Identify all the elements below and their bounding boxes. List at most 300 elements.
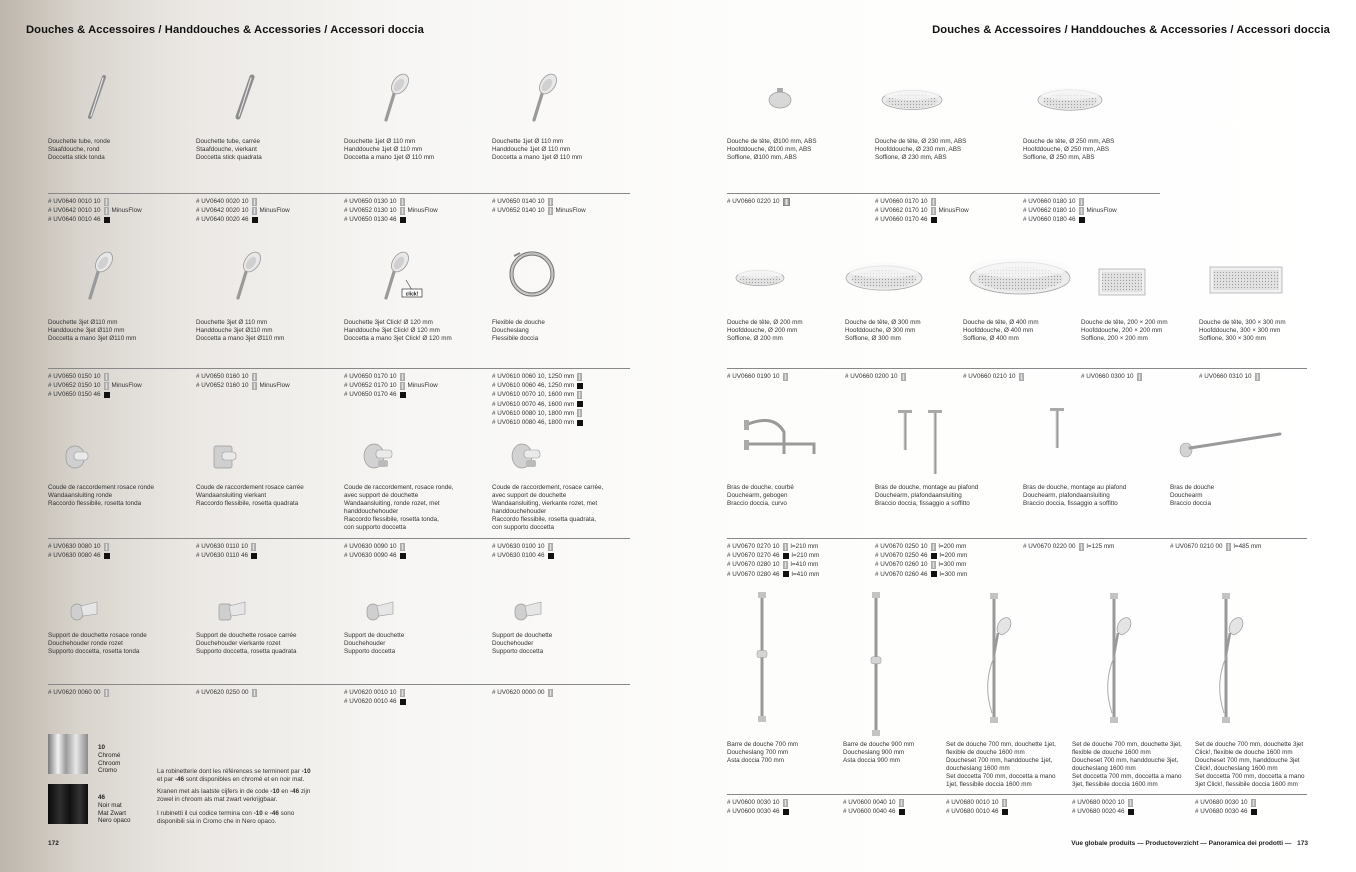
chrome-finish-icon <box>251 543 256 551</box>
article-number: # UV0650 0150 10 <box>48 373 101 380</box>
article-number: # UV0660 0180 10 <box>1023 198 1076 205</box>
article-code-row <box>48 206 142 215</box>
description-line: Douchette 3jet Click! Ø 120 mm <box>344 319 433 326</box>
description-line: Doccetta a mano 1jet Ø 110 mm <box>492 154 583 161</box>
description-line: Doccetta a mano 3jet Click! Ø 120 mm <box>344 335 452 342</box>
description-line: Douchehouder <box>344 640 386 647</box>
article-number: # UV0630 0090 46 <box>344 552 397 560</box>
chrome-finish-icon <box>1079 198 1084 206</box>
black-finish-icon <box>577 383 583 389</box>
chrome-finish-icon <box>1251 799 1256 807</box>
article-number: # UV0620 0000 00 <box>492 689 545 696</box>
code-note: l=300 mm <box>939 570 968 578</box>
description-line: Set de douche 700 mm, douchette 3jet, <box>1072 741 1182 748</box>
article-code-row <box>875 560 967 569</box>
description-line: Doccetta stick quadrata <box>196 154 262 161</box>
article-code-row <box>492 542 554 551</box>
head-shower-round-icon <box>884 278 1024 418</box>
black-finish-icon <box>400 217 406 223</box>
right-page-number: 173 <box>1297 840 1308 847</box>
description-line: Supporto doccetta <box>492 648 544 655</box>
chrome-finish-icon <box>104 382 109 390</box>
article-number: # UV0670 0260 10 <box>875 561 928 569</box>
black-finish-icon <box>400 699 406 705</box>
article-code-row <box>492 551 554 560</box>
article-code-row <box>1195 798 1257 807</box>
description-line: Set de douche 700 mm, douchette 3jet <box>1195 741 1304 748</box>
article-code-row <box>196 215 290 224</box>
description-line: Douchette 3jet Ø 110 mm <box>196 319 268 326</box>
chrome-finish-icon <box>400 198 405 206</box>
product-description <box>344 484 454 532</box>
description-line: Douchearm <box>1170 492 1203 499</box>
article-codes <box>727 197 790 206</box>
note-text: disponibili sia in Cromo che in Nero opaco. <box>157 818 277 825</box>
article-code-row <box>875 542 967 551</box>
shower-holder-icon <box>497 594 637 734</box>
product-description <box>1072 741 1182 789</box>
article-codes <box>48 197 142 225</box>
description-line: Raccordo flessibile, rosetta tonda, <box>344 516 439 523</box>
article-number: # UV0680 0020 10 <box>1072 799 1125 806</box>
code-note: l=200 mm <box>938 543 967 550</box>
chrome-finish-icon <box>1079 207 1084 215</box>
description-line: Asta doccia 700 mm <box>727 757 785 764</box>
article-code-row <box>1081 372 1142 381</box>
description-line: avec support de douchette <box>492 492 567 499</box>
black-finish-icon <box>1079 217 1085 223</box>
product-description <box>843 741 914 765</box>
article-codes <box>843 798 905 816</box>
article-number: # UV0620 0010 10 <box>344 689 397 696</box>
article-number: # UV0660 0190 10 <box>727 373 780 380</box>
description-line: Doucheslang 700 mm <box>727 749 789 756</box>
description-line: Handdouche 1jet Ø 110 mm <box>492 146 571 153</box>
click-badge-label: click! <box>405 291 419 298</box>
article-number: # UV0670 0280 10 <box>727 561 780 569</box>
product-description <box>492 319 545 343</box>
article-code-row <box>344 381 438 390</box>
chrome-finish-icon <box>783 543 788 551</box>
description-line: Asta doccia 900 mm <box>843 757 901 764</box>
description-line: Staafdouche, rond <box>48 146 100 153</box>
article-number: # UV0630 0080 10 <box>48 543 101 550</box>
article-code-row <box>48 215 142 224</box>
chrome-finish-icon <box>548 198 553 206</box>
product-description <box>875 138 966 162</box>
article-number: # UV0620 0010 46 <box>344 698 397 706</box>
article-codes <box>344 372 438 400</box>
description-line: Wandaansluiting ronde <box>48 492 113 499</box>
note-text: et par <box>157 776 175 783</box>
article-number: # UV0640 0020 10 <box>196 198 249 205</box>
code-note: l=210 mm <box>791 552 820 560</box>
description-line: Flexible de douche <box>492 319 545 326</box>
black-finish-icon <box>400 392 406 398</box>
black-legend <box>98 794 131 825</box>
description-line: Doccetta stick tonda <box>48 154 105 161</box>
article-code-row <box>727 542 819 551</box>
footer-text: Vue globale produits — Productoverzicht — Panoramica dei prodotti — <box>1071 840 1292 847</box>
description-line: Hoofddouche, Ø 200 mm <box>727 327 798 334</box>
description-line: Staafdouche, vierkant <box>196 146 257 153</box>
article-codes <box>727 542 819 579</box>
article-code-row <box>843 798 905 807</box>
article-codes <box>1072 798 1134 816</box>
article-number: # UV0630 0090 10 <box>344 543 397 550</box>
description-line: Douche de tête, Ø 300 mm <box>845 319 921 326</box>
description-line: Support de douchette rosace ronde <box>48 632 147 639</box>
product-description <box>196 484 304 508</box>
description-line: Doucheslang <box>492 327 529 334</box>
article-codes <box>344 197 438 225</box>
article-code-row <box>875 551 967 560</box>
article-number: # UV0680 0010 10 <box>946 799 999 806</box>
article-number: # UV0652 0150 10 <box>48 382 101 390</box>
article-number: # UV0670 0280 46 <box>727 570 780 578</box>
article-code-row <box>845 372 906 381</box>
code-note: MinusFlow <box>111 207 142 215</box>
article-number: # UV0670 0250 10 <box>875 543 928 550</box>
description-line: Supporto doccetta, rosetta tonda <box>48 648 140 655</box>
product-description <box>845 319 921 343</box>
note-text: en <box>279 788 291 795</box>
description-line: Hoofddouche, 300 × 300 mm <box>1199 327 1281 334</box>
article-number: # UV0652 0170 10 <box>344 382 397 390</box>
black-finish-icon <box>251 553 257 559</box>
head-shower-round-icon <box>760 278 900 418</box>
description-line: Doccetta a mano 3jet Ø110 mm <box>48 335 137 342</box>
chrome-finish-icon <box>783 561 788 569</box>
chrome-finish-icon <box>400 382 405 390</box>
article-number: # UV0650 0160 10 <box>196 373 249 380</box>
product-description <box>727 484 794 508</box>
description-line: Coude de raccordement rosace ronde <box>48 484 155 491</box>
chrome-finish-icon <box>577 373 582 381</box>
product-description <box>196 632 296 656</box>
description-line: Support de douchette rosace carrée <box>196 632 297 639</box>
article-code-row <box>1023 197 1117 206</box>
chrome-finish-icon <box>252 198 257 206</box>
black-finish-icon <box>931 571 937 577</box>
note-text: zijn <box>299 788 311 795</box>
article-number: # UV0670 0270 10 <box>727 543 780 550</box>
black-finish-icon <box>931 553 937 559</box>
description-line: Coude de raccordement, rosace ronde, <box>344 484 454 491</box>
chrome-label-fr: Chromé <box>98 751 121 759</box>
black-label-nl: Mat Zwart <box>98 809 126 817</box>
product-description <box>48 632 147 656</box>
article-number: # UV0650 0150 46 <box>48 391 101 399</box>
article-number: # UV0652 0130 10 <box>344 207 397 215</box>
article-code-row <box>727 197 790 206</box>
article-code-row <box>875 215 969 224</box>
code-note: MinusFlow <box>259 207 290 215</box>
description-line: Braccio doccia, fissaggio a soffitto <box>875 500 970 507</box>
description-line: Doccetta a mano 1jet Ø 110 mm <box>344 154 435 161</box>
article-number: # UV0670 0270 46 <box>727 552 780 560</box>
description-line: Douchearm, plafondaansluiting <box>875 492 962 499</box>
article-codes <box>875 197 969 225</box>
article-number: # UV0670 0250 46 <box>875 552 928 560</box>
article-number: # UV0650 0170 10 <box>344 373 397 380</box>
article-code-row <box>196 542 257 551</box>
article-code-row <box>875 206 969 215</box>
article-code-row <box>196 206 290 215</box>
article-number: # UV0660 0310 10 <box>1199 373 1252 380</box>
description-line: doucheslang 1600 mm <box>1072 765 1136 772</box>
head-shower-square-icon <box>1246 280 1356 420</box>
description-line: Click!, doucheslang 1600 mm <box>1195 765 1278 772</box>
article-code-row <box>196 551 257 560</box>
article-code-row <box>875 570 967 579</box>
article-code-row <box>48 688 109 697</box>
description-line: Braccio doccia <box>1170 500 1211 507</box>
article-codes <box>1023 542 1114 551</box>
article-code-row <box>492 197 586 206</box>
description-line: Soffione, Ø 230 mm, ABS <box>875 154 947 161</box>
description-line: Soffione, Ø 400 mm <box>963 335 1019 342</box>
black-finish-icon <box>104 392 110 398</box>
description-line: Soffione, Ø 300 mm <box>845 335 901 342</box>
description-line: Support de douchette <box>344 632 405 639</box>
description-line: Barre de douche 700 mm <box>727 741 799 748</box>
description-line: Bras de douche <box>1170 484 1215 491</box>
description-line: handdouchehouder <box>344 508 399 515</box>
article-codes <box>344 542 406 560</box>
article-code-row <box>344 542 406 551</box>
chrome-finish-icon <box>901 373 906 381</box>
article-number: # UV0630 0110 10 <box>196 543 249 550</box>
chrome-finish-icon <box>783 198 790 206</box>
code-note: MinusFlow <box>407 382 438 390</box>
product-description <box>1199 319 1286 343</box>
code-note: l=410 mm <box>791 570 820 578</box>
article-code-row <box>1170 542 1261 551</box>
article-number: # UV0640 0020 46 <box>196 216 249 224</box>
article-code-row <box>727 560 819 569</box>
article-code-row <box>1023 206 1117 215</box>
article-code-row <box>344 372 438 381</box>
article-number: # UV0660 0220 10 <box>727 198 780 205</box>
black-finish-icon <box>1128 809 1134 815</box>
code-note: l=485 mm <box>1233 543 1262 550</box>
article-code-row <box>196 688 257 697</box>
article-codes <box>48 688 109 697</box>
shower-holder-icon <box>201 594 341 734</box>
article-number: # UV0680 0010 46 <box>946 808 999 816</box>
description-line: Douchehouder vierkante rozet <box>196 640 281 647</box>
product-description <box>1195 741 1305 789</box>
chrome-swatch <box>48 734 88 774</box>
article-number: # UV0640 0010 46 <box>48 216 101 224</box>
description-line: Click!, flexible de douche 1600 mm <box>1195 749 1293 756</box>
article-code-row <box>843 807 905 816</box>
description-line: Douche de tête, Ø 200 mm <box>727 319 803 326</box>
chrome-finish-icon <box>931 561 936 569</box>
product-description <box>875 484 978 508</box>
chrome-finish-icon <box>548 689 553 697</box>
article-number: # UV0610 0060 10, 1250 mm <box>492 373 575 380</box>
chrome-label-nl: Chroom <box>98 759 121 767</box>
article-code-row <box>1072 798 1134 807</box>
article-code-row <box>492 400 583 409</box>
article-number: # UV0680 0030 10 <box>1195 799 1248 806</box>
article-code-row <box>492 409 583 418</box>
article-code-row <box>344 390 438 399</box>
description-line: Hoofddouche, Ø 250 mm, ABS <box>1023 146 1110 153</box>
chrome-finish-icon <box>104 543 109 551</box>
article-code-row <box>1195 807 1257 816</box>
chrome-code: 10 <box>98 744 106 751</box>
article-number: # UV0640 0010 10 <box>48 198 101 205</box>
article-number: # UV0610 0080 10, 1800 mm <box>492 409 575 417</box>
code-note: MinusFlow <box>555 207 586 215</box>
black-code: 46 <box>98 794 106 801</box>
chrome-legend <box>98 744 120 775</box>
product-description <box>48 484 154 508</box>
chrome-label-it: Cromo <box>98 767 117 775</box>
article-number: # UV0670 0220 00 <box>1023 543 1076 550</box>
description-line: Set doccetta 700 mm, doccetta a mano <box>946 773 1056 780</box>
article-codes <box>196 372 290 390</box>
code-note: l=125 mm <box>1086 543 1115 550</box>
black-finish-icon <box>577 420 583 426</box>
description-line: Handdouche 3jet Ø110 mm <box>48 327 125 334</box>
chrome-finish-icon <box>400 373 405 381</box>
black-finish-icon <box>104 217 110 223</box>
product-description <box>48 319 136 343</box>
article-code-row <box>196 381 290 390</box>
article-number: # UV0650 0170 46 <box>344 391 397 399</box>
black-finish-icon <box>783 571 789 577</box>
article-code-row <box>492 381 583 390</box>
description-line: Set doccetta 700 mm, doccetta a mano <box>1072 773 1182 780</box>
description-line: Douchearm, plafondaansluiting <box>1023 492 1110 499</box>
note-text: sont disponibles en chromé et en noir mat. <box>183 776 305 783</box>
description-line: Douchearm, gebogen <box>727 492 788 499</box>
description-line: Douchette 1jet Ø 110 mm <box>344 138 416 145</box>
description-line: Wandaansluiting vierkant <box>196 492 267 499</box>
article-number: # UV0630 0080 46 <box>48 552 101 560</box>
description-line: Set de douche 700 mm, douchette 1jet, <box>946 741 1056 748</box>
right-page-title: Douches & Accessoires / Handdouches & Accessories / Accessori doccia <box>932 24 1330 36</box>
code-note: l=410 mm <box>790 561 819 569</box>
black-finish-icon <box>400 553 406 559</box>
description-line: doucheslang 1600 mm <box>946 765 1010 772</box>
description-line: Douchette 1jet Ø 110 mm <box>492 138 564 145</box>
black-finish-icon <box>548 553 554 559</box>
chrome-finish-icon <box>104 689 109 697</box>
finish-code: -10 <box>253 810 263 817</box>
description-line: Douchette 3jet Ø110 mm <box>48 319 118 326</box>
article-number: # UV0680 0020 46 <box>1072 808 1125 816</box>
article-codes <box>344 688 406 706</box>
article-code-row <box>48 197 142 206</box>
article-code-row <box>1199 372 1260 381</box>
chrome-finish-icon <box>931 198 936 206</box>
article-number: # UV0630 0110 46 <box>196 552 249 560</box>
article-number: # UV0662 0180 10 <box>1023 207 1076 215</box>
chrome-finish-icon <box>1079 543 1084 551</box>
description-line: Hoofddouche, Ø 300 mm <box>845 327 916 334</box>
article-number: # UV0610 0070 46, 1600 mm <box>492 400 575 408</box>
product-description <box>492 484 603 532</box>
note-text: I rubinetti il cui codice termina con <box>157 810 254 817</box>
article-codes <box>1199 372 1260 381</box>
description-line: Hoofddouche, Ø 230 mm, ABS <box>875 146 962 153</box>
chrome-finish-icon <box>104 198 109 206</box>
article-codes <box>875 542 967 579</box>
article-code-row <box>946 807 1008 816</box>
description-line: Doucheslang 900 mm <box>843 749 905 756</box>
description-line: Braccio doccia, fissaggio a soffitto <box>1023 500 1118 507</box>
description-line: 1jet, flessibile doccia 1600 mm <box>946 781 1032 788</box>
black-finish-icon <box>899 809 905 815</box>
description-line: flexible de douche 1600 mm <box>946 749 1025 756</box>
article-codes <box>196 197 290 225</box>
shower-set-icon <box>974 593 1114 733</box>
code-note: MinusFlow <box>111 382 142 390</box>
article-number: # UV0660 0170 46 <box>875 216 928 224</box>
chrome-finish-icon <box>1255 373 1260 381</box>
product-description <box>492 632 552 656</box>
description-line: Douchehouder ronde rozet <box>48 640 123 647</box>
description-line: Hoofddouche, Ø100 mm, ABS <box>727 146 812 153</box>
code-note: l=200 mm <box>939 552 968 560</box>
article-codes <box>1195 798 1257 816</box>
article-codes <box>1170 542 1261 551</box>
description-line: Doucheset 700 mm, handdouche 3jet <box>1195 757 1300 764</box>
chrome-finish-icon <box>1128 799 1133 807</box>
left-page-number: 172 <box>48 840 59 847</box>
article-number: # UV0610 0060 46, 1250 mm <box>492 382 575 390</box>
article-code-row <box>492 206 586 215</box>
article-code-row <box>727 807 789 816</box>
product-description <box>1023 484 1126 508</box>
article-code-row <box>1023 215 1117 224</box>
description-line: Braccio doccia, curvo <box>727 500 787 507</box>
description-line: Handdouche 1jet Ø 110 mm <box>344 146 423 153</box>
head-shower-square-icon <box>1122 282 1262 422</box>
description-line: Doucheset 700 mm, handdouche 3jet, <box>1072 757 1179 764</box>
description-line: Doccetta a mano 3jet Ø110 mm <box>196 335 285 342</box>
article-code-row <box>48 542 110 551</box>
note-text: zowel in chroom als mat zwart verkrijgbaar. <box>157 796 278 803</box>
product-description <box>1023 138 1114 162</box>
product-description <box>963 319 1039 343</box>
finish-code: -46 <box>174 776 184 783</box>
product-description <box>196 319 284 343</box>
article-code-row <box>875 197 969 206</box>
description-line: 3jet Click!, flessibile doccia 1600 mm <box>1195 781 1298 788</box>
article-number: # UV0650 0130 10 <box>344 198 397 205</box>
article-code-row <box>492 418 583 427</box>
chrome-finish-icon <box>931 207 936 215</box>
right-footer <box>1071 840 1308 847</box>
chrome-finish-icon <box>548 543 553 551</box>
finish-note-line <box>157 810 294 818</box>
description-line: Handdouche 3jet Click! Ø 120 mm <box>344 327 440 334</box>
chrome-finish-icon <box>104 207 109 215</box>
article-number: # UV0600 0030 46 <box>727 808 780 816</box>
article-codes <box>963 372 1024 381</box>
chrome-finish-icon <box>1226 543 1231 551</box>
description-line: 3jet, flessibile doccia 1600 mm <box>1072 781 1158 788</box>
description-line: Hoofddouche, Ø 400 mm <box>963 327 1034 334</box>
article-code-row <box>48 381 142 390</box>
article-code-row <box>196 372 290 381</box>
